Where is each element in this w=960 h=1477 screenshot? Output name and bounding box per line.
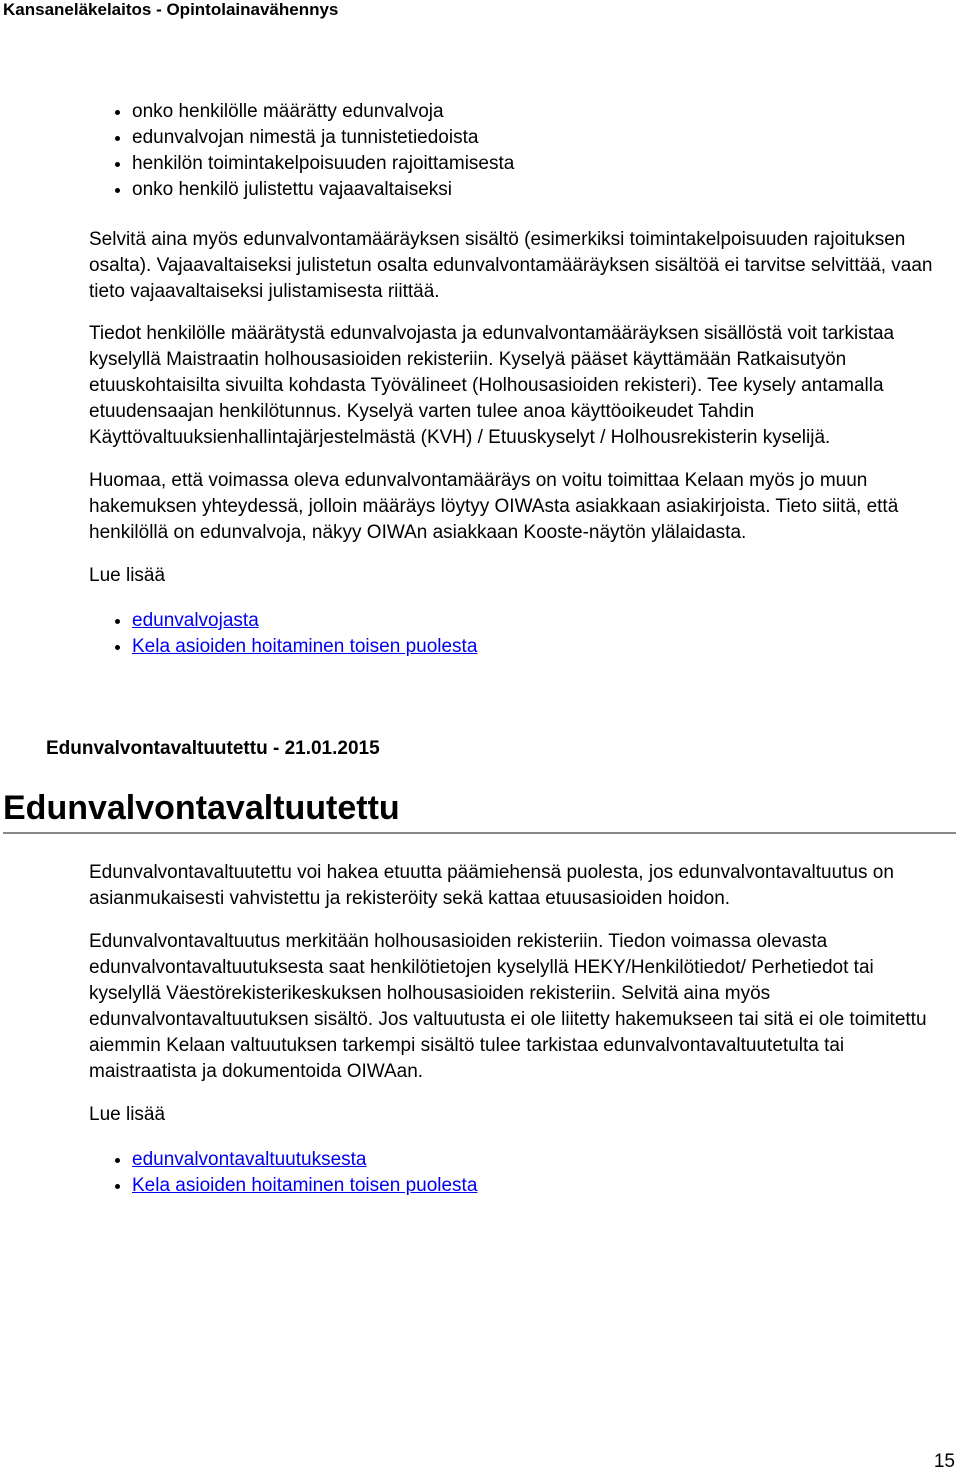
read-more-link-list xyxy=(89,1147,949,1199)
list-item xyxy=(132,634,949,660)
list-item: • onko henkilölle määrätty edunvalvoja xyxy=(132,99,949,125)
paragraph: Tiedot henkilölle määrätystä edunvalvojasta ja edunvalvontamääräyksen sisällöstä voit tarkistaa kyselyllä Maistraatin holhousasioiden rekisteriin. Kyselyä pääset käyttämään Ratkaisutyön etuuskohtaisilta sivuilta kohdasta Työvälineet (Holhousasioiden rekisteri). Tee kysely antamalla etuudensaajan henkilötunnus. Kyselyä varten tulee anoa käyttöoikeudet Tahdin Käyttövaltuuksienhallintajärjestelmästä (KVH) / Etuuskyselyt / Holhousrekisterin kyselijä. xyxy=(89,323,895,448)
read-more-label: Lue lisää xyxy=(89,1104,166,1125)
section-meta-heading: Edunvalvontavaltuutettu - 21.01.2015 xyxy=(46,738,380,759)
read-more-label: Lue lisää xyxy=(89,565,166,586)
list-item xyxy=(132,608,949,634)
read-more-link-list xyxy=(89,608,949,660)
paragraph: Huomaa, että voimassa oleva edunvalvontamääräys on voitu toimittaa Kelaan myös jo muun hakemuksen yhteydessä, jolloin määräys löytyy OIWAsta asiakkaan asiakirjoista. Tieto siitä, että henkilöllä on edunvalvoja, näkyy OIWAn asiakkaan Kooste-näytön ylälaidasta. xyxy=(89,470,899,543)
page-number: 15 xyxy=(933,1451,955,1472)
section-power-of-attorney-content xyxy=(89,860,949,1199)
list-item xyxy=(132,1173,949,1199)
list-item: • edunvalvojan nimestä ja tunnistetiedoista xyxy=(132,125,949,151)
title-divider xyxy=(3,832,956,834)
list-item: • henkilön toimintakelpoisuuden rajoittamisesta xyxy=(132,151,949,177)
link-kela-asioiden-hoitaminen[interactable]: Kela asioiden hoitaminen toisen puolesta xyxy=(132,636,478,657)
info-bullet-list xyxy=(89,99,949,203)
link-edunvalvojasta[interactable]: edunvalvojasta xyxy=(132,610,259,631)
link-kela-asioiden-hoitaminen[interactable]: Kela asioiden hoitaminen toisen puolesta xyxy=(132,1175,478,1196)
paragraph: Selvitä aina myös edunvalvontamääräyksen sisältö (esimerkiksi toimintakelpoisuuden rajoituksen osalta). Vajaavaltaiseksi julistetun osalta edunvalvontamääräyksen sisältöä ei tarvitse selvittää, vaan tieto vajaavaltaiseksi julistamisesta riittää. xyxy=(89,229,933,302)
list-item: • onko henkilö julistettu vajaavaltaiseksi xyxy=(132,177,949,203)
section-guardian-content xyxy=(89,99,949,660)
running-header-title: Kansaneläkelaitos - Opintolainavähennys xyxy=(3,0,339,19)
paragraph: Edunvalvontavaltuutus merkitään holhousasioiden rekisteriin. Tiedon voimassa olevasta edunvalvontavaltuutuksesta saat henkilötietojen kyselyllä HEKY/Henkilötiedot/ Perhetiedot tai kyselyllä Väestörekisterikeskuksen holhousasioiden rekisteriin. Selvitä aina myös edunvalvontavaltuutuksen sisältö. Jos valtuutusta ei ole liitetty hakemukseen tai sitä ei ole toimitettu aiemmin Kelaan valtuutuksen tarkempi sisältö tulee tarkistaa edunvalvontavaltuutetulta tai maistraatista ja dokumentoida OIWAan. xyxy=(89,931,927,1082)
link-edunvalvontavaltuutuksesta[interactable]: edunvalvontavaltuutuksesta xyxy=(132,1149,367,1170)
section-title: Edunvalvontavaltuutettu xyxy=(3,789,400,827)
paragraph: Edunvalvontavaltuutettu voi hakea etuutta päämiehensä puolesta, jos edunvalvontavaltuutus on asianmukaisesti vahvistettu ja rekisteröity sekä kattaa etuusasioiden hoidon. xyxy=(89,862,894,909)
list-item xyxy=(132,1147,949,1173)
